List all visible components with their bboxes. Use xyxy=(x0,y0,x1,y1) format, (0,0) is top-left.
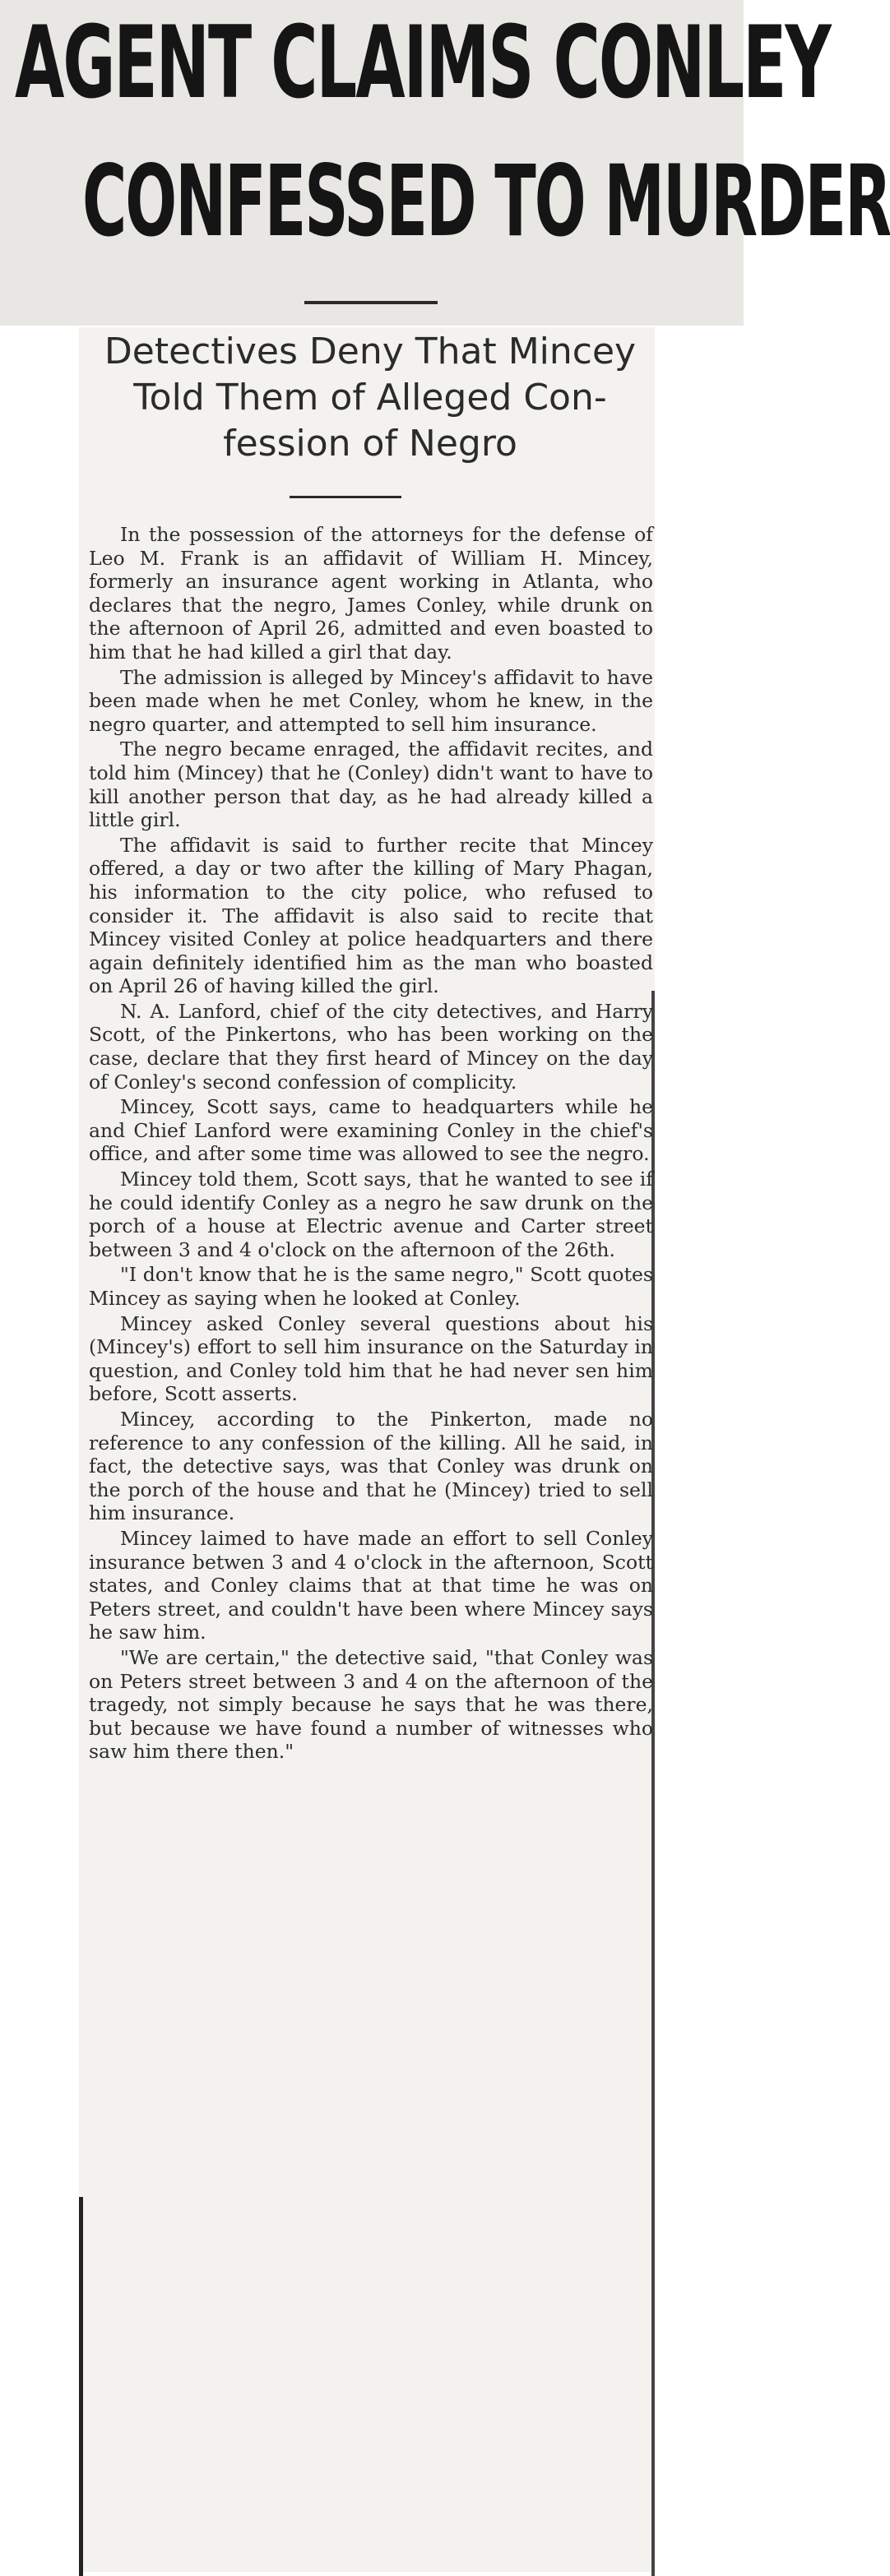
paragraph: The affidavit is said to further recite that Mincey offered, a day or two after the killing of Mary Phagan, his information to the city police, who refused to consider it. The affidavit is also said to recite that Mincey visited Conley at police headquarters and there again definitely identified him as the man who boasted on April 26 of having killed the girl. xyxy=(89,833,653,998)
paragraph: Mincey told them, Scott says, that he wanted to see if he could identify Conley as a negro he saw drunk on the porch of a house at Electric avenue and Carter street between 3 and 4 o'clock on the afternoon of the 26th. xyxy=(89,1168,653,1261)
subheadline-divider xyxy=(290,496,401,498)
paragraph: "I don't know that he is the same negro," Scott quotes Mincey as saying when he looked at Conley. xyxy=(89,1263,653,1310)
headline-line-1: AGENT CLAIMS CONLEY xyxy=(15,7,830,122)
headline-line-2: CONFESSED TO MURDER xyxy=(82,145,890,260)
column-border-left xyxy=(79,2197,83,2576)
paragraph: Mincey laimed to have made an effort to sell Conley insurance betwen 3 and 4 o'clock in the afternoon, Scott states, and Conley claims that at that time he was on Peters street, and couldn't have been where Mincey says he saw him. xyxy=(89,1526,653,1644)
paragraph: Mincey, Scott says, came to headquarters while he and Chief Lanford were examining Conley in the chief's office, and after some time was allowed to see the negro. xyxy=(89,1095,653,1166)
paragraph: N. A. Lanford, chief of the city detectives, and Harry Scott, of the Pinkertons, who has been working on the case, declare that they first heard of Mincey on the day of Conley's second confession of complicity. xyxy=(89,999,653,1094)
paragraph: The admission is alleged by Mincey's affidavit to have been made when he met Conley, whom he knew, in the negro quarter, and attempted to sell him insurance. xyxy=(89,665,653,736)
paragraph: In the possession of the attorneys for the defense of Leo M. Frank is an affidavit of William H. Mincey, formerly an insurance agent working in Atlanta, who declares that the negro, James Conley, while drunk on the afternoon of April 26, admitted and even boasted to him that he had killed a girl that day. xyxy=(89,523,653,664)
paragraph: "We are certain," the detective said, "that Conley was on Peters street between 3 and 4 on the afternoon of the tragedy, not simply because he says that he was there, but because we have found a number of witnesses who saw him there then." xyxy=(89,1645,653,1764)
subheadline-line-2: Told Them of Alleged Con- xyxy=(133,377,607,419)
subheadline-line-3: fession of Negro xyxy=(223,423,517,465)
article-body xyxy=(89,523,653,1764)
paragraph: Mincey asked Conley several questions about his (Mincey's) effort to sell him insurance on the Saturday in question, and Conley told him that he had never sen him before, Scott asserts. xyxy=(89,1311,653,1406)
headline-block xyxy=(0,0,890,326)
paragraph: The negro became enraged, the affidavit recites, and told him (Mincey) that he (Conley) didn't want to have to kill another person that day, as he had already killed a little girl. xyxy=(89,738,653,832)
subheadline xyxy=(99,329,642,467)
headline-divider xyxy=(304,301,438,304)
subheadline-line-1: Detectives Deny That Mincey xyxy=(104,331,637,372)
paragraph: Mincey, according to the Pinkerton, made no reference to any confession of the killing. All he said, in fact, the detective says, was that Conley was drunk on the porch of the house and that he (Mincey) tried to sell him insurance. xyxy=(89,1407,653,1525)
